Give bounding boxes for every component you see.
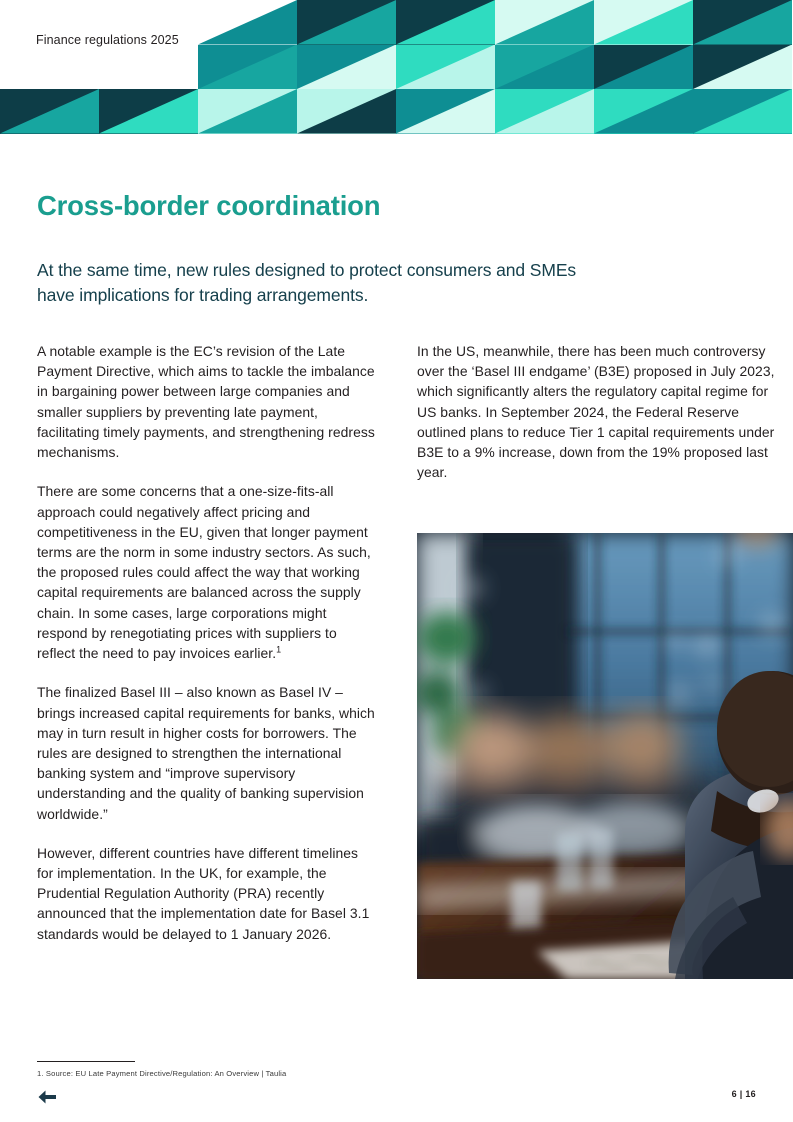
arrow-left-glyph xyxy=(36,1088,58,1106)
paragraph: However, different countries have different timelines for implementation. In the UK, for example, the Prudential Regulation Authority (PRA) recently announced that the implementation date for Basel 3.1 standards would be delayed to 1 January 2026. xyxy=(37,844,370,942)
document-running-title: Finance regulations 2025 xyxy=(36,33,179,47)
paragraph: A notable example is the EC’s revision of the Late Payment Directive, which aims to tackle the imbalance in bargaining power between large companies and smaller suppliers by preventing late payment, facilitating timely payments, and strengthening redress mechanisms. xyxy=(37,343,375,461)
paragraph: In the US, meanwhile, there has been much controversy over the ‘Basel III endgame’ (B3E) proposed in July 2023, which significantly alters the regulatory capital regime for US banks. In September 2024, the Federal Reserve outlined plans to reduce Tier 1 capital requirements under B3E to a 9% increase, down from the 19% proposed last year. xyxy=(417,343,775,481)
pattern-tile xyxy=(693,45,792,90)
footnote-divider xyxy=(37,1061,135,1062)
pattern-tile xyxy=(594,45,693,90)
right-text-column xyxy=(417,341,782,483)
pattern-tile xyxy=(0,45,99,90)
paragraph-text: There are some concerns that a one-size-fits-all approach could negatively affect pricing and competitiveness in the EU, given that longer payment terms are the norm in some industry sectors. As such, the proposed rules could affect the way that working capital requirements are balanced across the supply chain. In some cases, large corporations might respond by renegotiating prices with suppliers to reflect the need to pay invoices earlier. xyxy=(37,483,371,662)
left-text-column xyxy=(37,341,377,944)
pattern-tile xyxy=(297,45,396,90)
pattern-tile xyxy=(198,89,297,134)
pattern-tile xyxy=(198,0,297,45)
pattern-tile-base xyxy=(0,45,99,90)
pattern-tile xyxy=(495,45,594,90)
pattern-tile xyxy=(495,89,594,134)
pattern-tile xyxy=(0,89,99,134)
pattern-tile xyxy=(99,45,198,90)
pattern-tile xyxy=(297,0,396,45)
photo-illustration xyxy=(417,533,793,979)
pattern-tile xyxy=(99,89,198,134)
arrow-left-icon[interactable] xyxy=(36,1088,58,1106)
pattern-tile-base xyxy=(99,45,198,90)
page-header xyxy=(0,0,793,140)
footnote-source[interactable]: 1. Source: EU Late Payment Directive/Regulation: An Overview | Taulia xyxy=(37,1069,287,1078)
pattern-tile xyxy=(396,89,495,134)
pattern-tile xyxy=(495,0,594,45)
pattern-tile xyxy=(594,89,693,134)
pattern-tile xyxy=(297,89,396,134)
page-subtitle: At the same time, new rules designed to protect consumers and SMEs have implications for trading arrangements. xyxy=(37,260,577,306)
page-indicator: 6 | 16 xyxy=(731,1089,756,1099)
paragraph-with-footnote xyxy=(37,481,377,663)
pattern-tile xyxy=(594,0,693,45)
pattern-tile xyxy=(396,45,495,90)
pattern-tile xyxy=(396,0,495,45)
footnote-marker[interactable]: 1 xyxy=(276,644,282,655)
pattern-tile xyxy=(693,0,792,45)
geometric-pattern-banner xyxy=(0,0,793,133)
boardroom-meeting-photo xyxy=(417,533,793,979)
pattern-tile xyxy=(693,89,792,134)
page-title: Cross-border coordination xyxy=(37,190,381,221)
paragraph: The finalized Basel III – also known as Basel IV – brings increased capital requirements for banks, which may in turn result in higher costs for borrowers. The rules are designed to strengthen the international banking system and “improve supervisory understanding and the quality of banking supervision worldwide.” xyxy=(37,684,375,822)
pattern-tile xyxy=(198,45,297,90)
